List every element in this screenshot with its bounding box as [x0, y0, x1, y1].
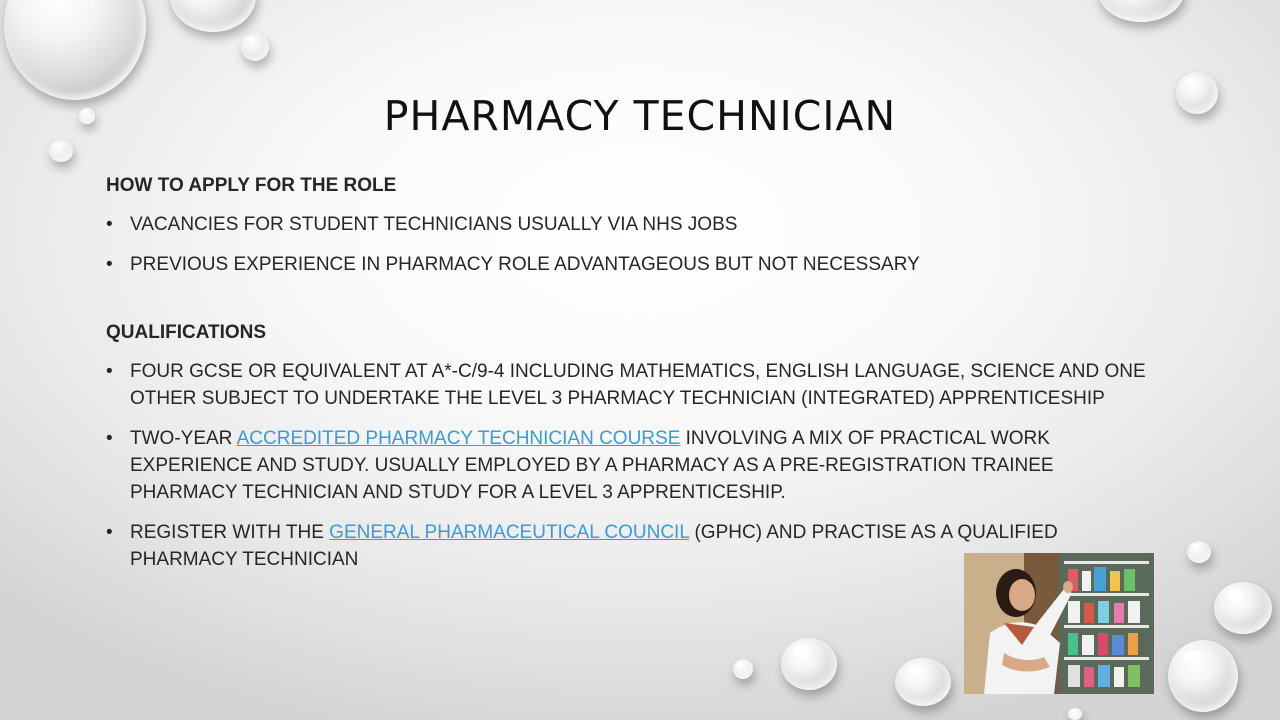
water-drop-decoration — [733, 659, 753, 679]
water-drop-decoration — [4, 0, 146, 100]
water-drop-decoration — [781, 638, 837, 690]
pharmacist-photo-illustration — [964, 553, 1154, 694]
water-drop-decoration — [170, 0, 256, 32]
qualifications-bullet-list — [106, 358, 1166, 573]
bullet-item — [106, 425, 1166, 506]
slide-content — [106, 172, 1166, 586]
apply-bullet-list — [106, 211, 1166, 278]
water-drop-decoration — [1187, 541, 1211, 563]
water-drop-decoration — [895, 658, 951, 706]
water-drop-decoration — [241, 33, 269, 61]
pharmacist-photo — [964, 553, 1154, 694]
section-heading-apply: HOW TO APPLY FOR THE ROLE — [106, 175, 397, 196]
accredited-course-link[interactable]: ACCREDITED PHARMACY TECHNICIAN COURSE — [236, 428, 681, 449]
section-heading-qualifications: QUALIFICATIONS — [106, 322, 267, 343]
water-drop-decoration — [1068, 708, 1082, 720]
gphc-link[interactable]: GENERAL PHARMACEUTICAL COUNCIL — [329, 522, 690, 543]
bullet-item: • VACANCIES FOR STUDENT TECHNICIANS USUALLY VIA NHS JOBS — [106, 211, 1166, 238]
bullet-text: INVOLVING A MIX OF PRACTICAL WORK EXPERIENCE AND STUDY. USUALLY EMPLOYED BY A PHARMACY AS A PRE-REGISTRATION TRAINEE PHARMACY TECHNICIAN AND STUDY FOR A LEVEL 3 APPRENTICESHIP. — [130, 428, 1054, 503]
water-drop-decoration — [1168, 640, 1238, 712]
bullet-text: (GPHC) AND PRACTISE AS A QUALIFIED PHARMACY TECHNICIAN — [130, 522, 1058, 570]
bullet-text: TWO-YEAR — [130, 428, 237, 449]
water-drop-decoration — [49, 140, 73, 162]
slide-title: PHARMACY TECHNICIAN — [383, 92, 897, 140]
bullet-item: • FOUR GCSE OR EQUIVALENT AT A*-C/9-4 INCLUDING MATHEMATICS, ENGLISH LANGUAGE, SCIENCE AND ONE OTHER SUBJECT TO UNDERTAKE THE LEVEL 3 PHARMACY TECHNICIAN (INTEGRATED) APPRENTICESHIP — [106, 358, 1166, 412]
bullet-text: REGISTER WITH THE — [130, 522, 330, 543]
water-drop-decoration — [1098, 0, 1184, 22]
bullet-item: • PREVIOUS EXPERIENCE IN PHARMACY ROLE ADVANTAGEOUS BUT NOT NECESSARY — [106, 251, 1166, 278]
water-drop-decoration — [1214, 582, 1272, 634]
